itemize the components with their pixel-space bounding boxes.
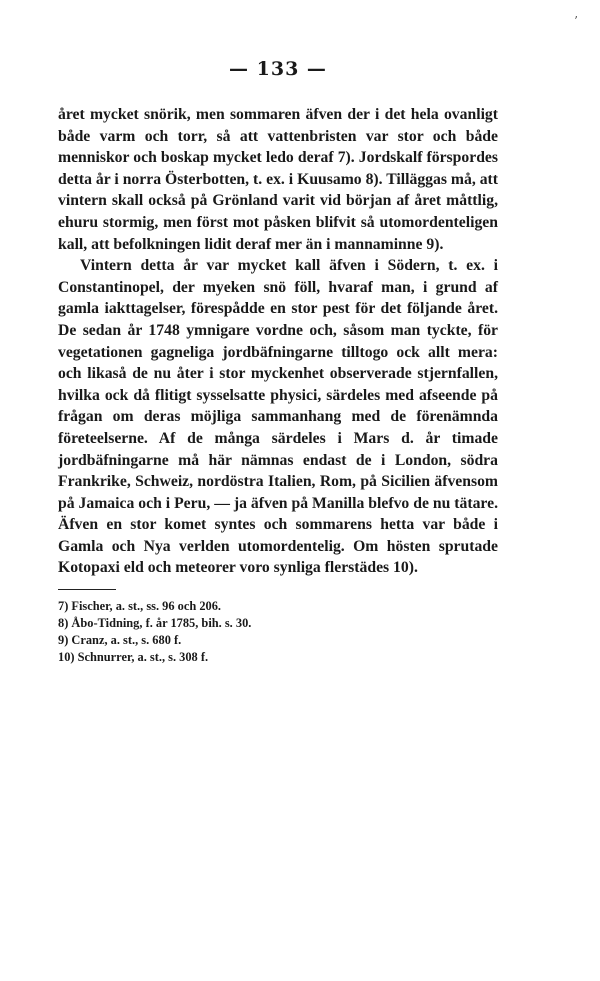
footnote: 9) Cranz, a. st., s. 680 f. <box>58 633 182 648</box>
footnote-divider <box>58 589 116 590</box>
paragraph: Vintern detta år var mycket kall äfven i Södern, t. ex. i Constantinopel, der myeken snö föll, hvaraf man, i grund af gamla iakttagelser, förespådde en stor pest för det följande året. De sedan år 1748 ymnigare vordne och, såsom man tyckte, för vegetationen gagneliga jordbäfningarne tilltogo ock allt mera: och likaså de nu åter i stor myckenhet observerade stjernfallen, hvilka ock då flitigt sysselsatte physici, särdeles med afseende på frågan om deras möjliga sammanhang med de förenämnda företeelserne. Af de många särdeles i Mars d. år timade jordbäfningarne må här nämnas endast de i London, södra Frankrike, Schweiz, nordöstra Italien, Rom, på Sicilien äfvensom på Jamaica och i Peru, — ja äfven på Manilla blefvo de nu tätare. Äfven en stor komet syntes och sommarens hetta var både i Gamla och Nya verlden utomordentelig. Om hösten sprutade Kotopaxi eld och meteorer voro synliga flerstädes 10). <box>58 257 498 577</box>
footnote: 8) Åbo-Tidning, f. år 1785, bih. s. 30. <box>58 616 252 631</box>
paragraph: året mycket snörik, men sommaren äfven der i det hela ovanligt både varm och torr, så att vattenbristen var stor och både menniskor och boskap mycket ledo deraf 7). Jordskalf förspordes detta år i norra Österbotten, t. ex. i Kuusamo 8). Tilläggas må, att vintern skall också på Grönland varit vid början af året måttlig, ehuru stormig, men först mot påsken blifvit så utomordenteligen kall, att befolkningen lidit deraf mer än i mannaminne 9). <box>58 106 498 253</box>
body-text <box>58 104 498 579</box>
footnotes <box>58 598 498 666</box>
book-page <box>58 58 498 666</box>
page-number: — 133 — <box>229 58 327 80</box>
footnote: 7) Fischer, a. st., ss. 96 och 206. <box>58 599 222 614</box>
corner-mark: ’ <box>574 14 578 28</box>
footnote: 10) Schnurrer, a. st., s. 308 f. <box>58 650 209 665</box>
